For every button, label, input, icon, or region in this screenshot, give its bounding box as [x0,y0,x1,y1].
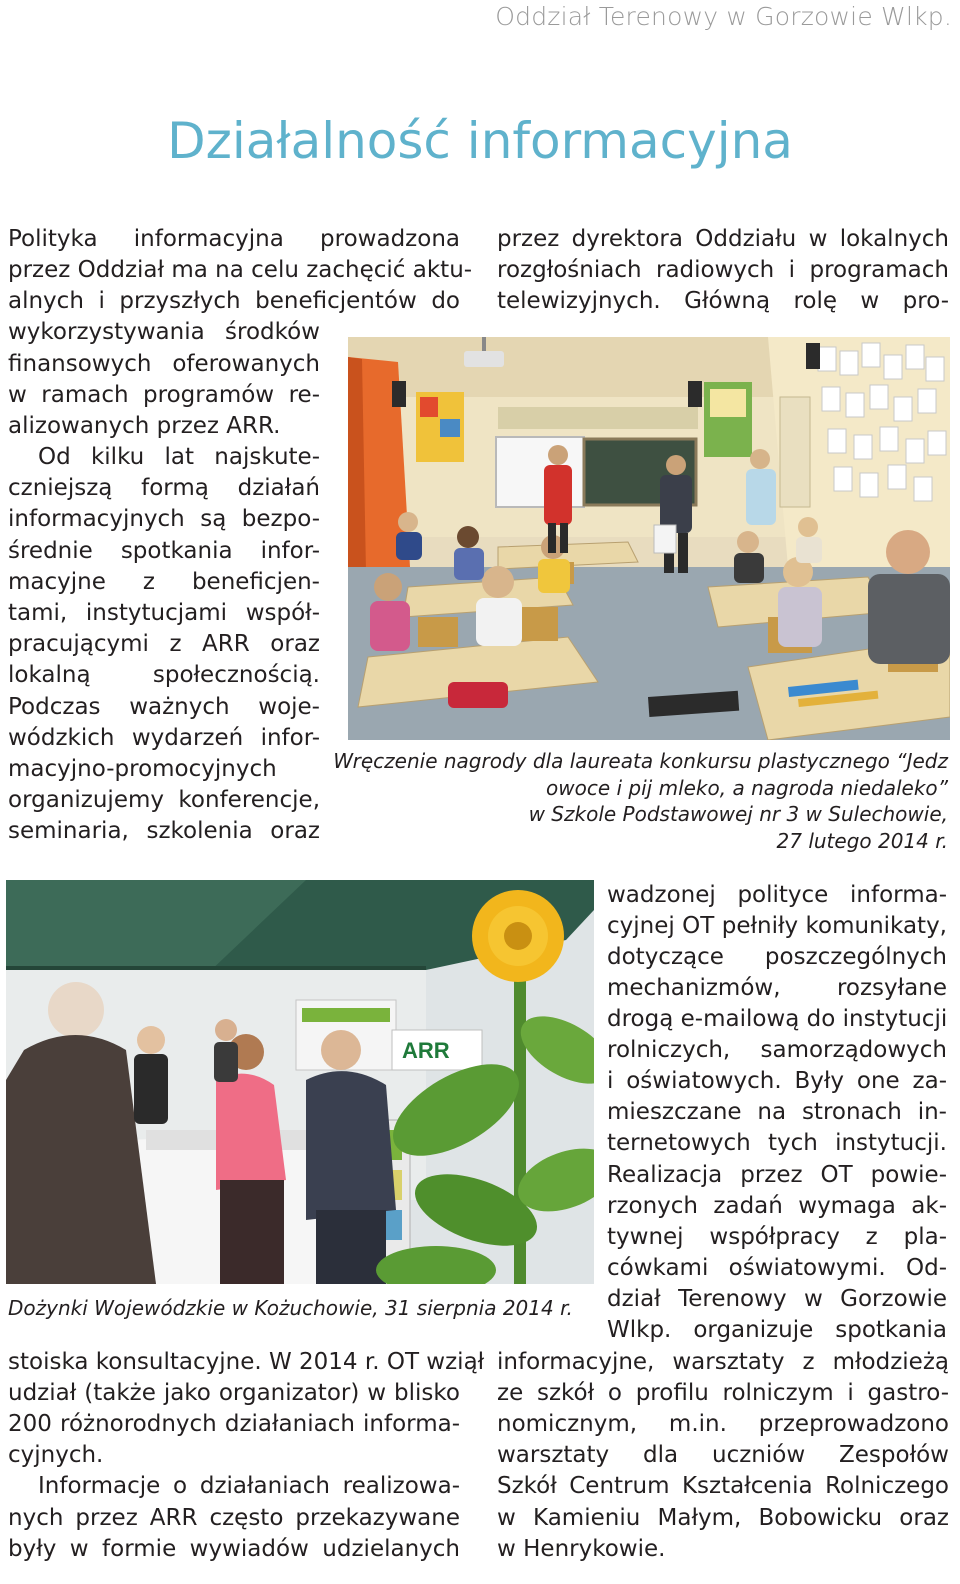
text-line: alizowanych przez ARR. [8,413,281,439]
text-line: mechanizmów, rozsyłane [607,975,947,1001]
text-line: ternetowych tych instytucji. [607,1130,947,1156]
text-line: dotyczące poszczególnych [607,944,947,970]
text-line: wadzonej polityce informa- [607,882,947,908]
text-line: nych przez ARR często przekazywane [8,1505,460,1531]
harvest-festival-photo [6,880,594,1284]
text-line: alnych i przyszłych beneficjentów do [8,288,460,314]
text-line: przez dyrektora Oddziału w lokalnych [497,226,949,252]
text-line: macyjno-promocyjnych [8,756,277,782]
text-line: w ramach programów re- [8,382,320,408]
text-line: były w formie wywiadów udzielanych [8,1536,460,1562]
text-line: i oświatowych. Były one za- [607,1068,947,1094]
text-line: wódzkich wydarzeń infor- [8,725,320,751]
text-line: Informacje o działaniach realizowa- [38,1473,460,1499]
caption-line: Wręczenie nagrody dla laureata konkursu plastycznego “Jedz [333,749,948,773]
text-line: drogą e-mailową do instytucji [607,1006,948,1032]
text-line: mieszczane na stronach in- [607,1099,947,1125]
text-line: wykorzystywania środków [8,319,320,345]
caption-line: owoce i pij mleko, a nagroda niedaleko” [546,776,948,800]
classroom-photo [348,337,950,740]
text-line: dział Terenowy w Gorzowie [607,1286,947,1312]
text-line: warsztaty dla uczniów Zespołów [497,1442,949,1468]
running-header: Oddział Terenowy w Gorzowie Wlkp. [495,2,952,31]
text-line: Wlkp. organizuje spotkania [607,1317,947,1343]
text-line: ze szkół o profilu rolniczym i gastro- [497,1380,949,1406]
text-line: Realizacja przez OT powie- [607,1162,947,1188]
text-line: cyjnej OT pełniły komunikaty, [607,913,947,939]
text-line: organizujemy konferencje, [8,787,320,813]
text-line: telewizyjnych. Główną rolę w pro- [497,288,949,314]
harvest-caption: Dożynki Wojewódzkie w Kożuchowie, 31 sierpnia 2014 r. [8,1296,573,1320]
article-title: Działalność informacyjna [167,112,793,170]
text-line: Podczas ważnych woje- [8,694,320,720]
text-line: informacyjnych są bezpo- [8,506,320,532]
text-line: cówkami oświatowymi. Od- [607,1255,947,1281]
text-line: udział (także jako organizator) w blisko [8,1380,460,1406]
text-line: rozgłośniach radiowych i programach [497,257,949,283]
text-line: rzonych zadań wymaga ak- [607,1193,947,1219]
text-line: przez Oddział ma na celu zachęcić aktu- [8,257,473,283]
text-line: 200 różnorodnych działaniach informa- [8,1411,460,1437]
text-line: Od kilku lat najskute- [38,444,320,470]
text-line: lokalną społecznością. [8,662,320,688]
text-line: Polityka informacyjna prowadzona [8,226,460,252]
text-line: czniejszą formą działań [8,475,320,501]
text-line: finansowych oferowanych [8,351,320,377]
text-line: nomicznym, m.in. przeprowadzono [497,1411,949,1437]
text-line: macyjne z beneficjen- [8,569,320,595]
text-line: w Henrykowie. [497,1536,666,1562]
text-line: pracującymi z ARR oraz [8,631,320,657]
text-line: informacyjne, warsztaty z młodzieżą [497,1349,949,1375]
text-line: rolniczych, samorządowych [607,1037,947,1063]
text-line: tami, instytucjami współ- [8,600,320,626]
text-line: cyjnych. [8,1442,104,1468]
text-line: Szkół Centrum Kształcenia Rolniczego [497,1473,949,1499]
booth-logo: ARR [402,1038,450,1063]
text-line: tywnej współpracy z pla- [607,1224,947,1250]
caption-line: w Szkole Podstawowej nr 3 w Sulechowie, [528,802,948,826]
text-line: w Kamieniu Małym, Bobowicku oraz [497,1505,949,1531]
text-line: seminaria, szkolenia oraz [8,818,320,844]
text-line: średnie spotkania infor- [8,538,320,564]
caption-line: 27 lutego 2014 r. [776,829,948,853]
text-line: stoiska konsultacyjne. W 2014 r. OT wziął [8,1349,485,1375]
